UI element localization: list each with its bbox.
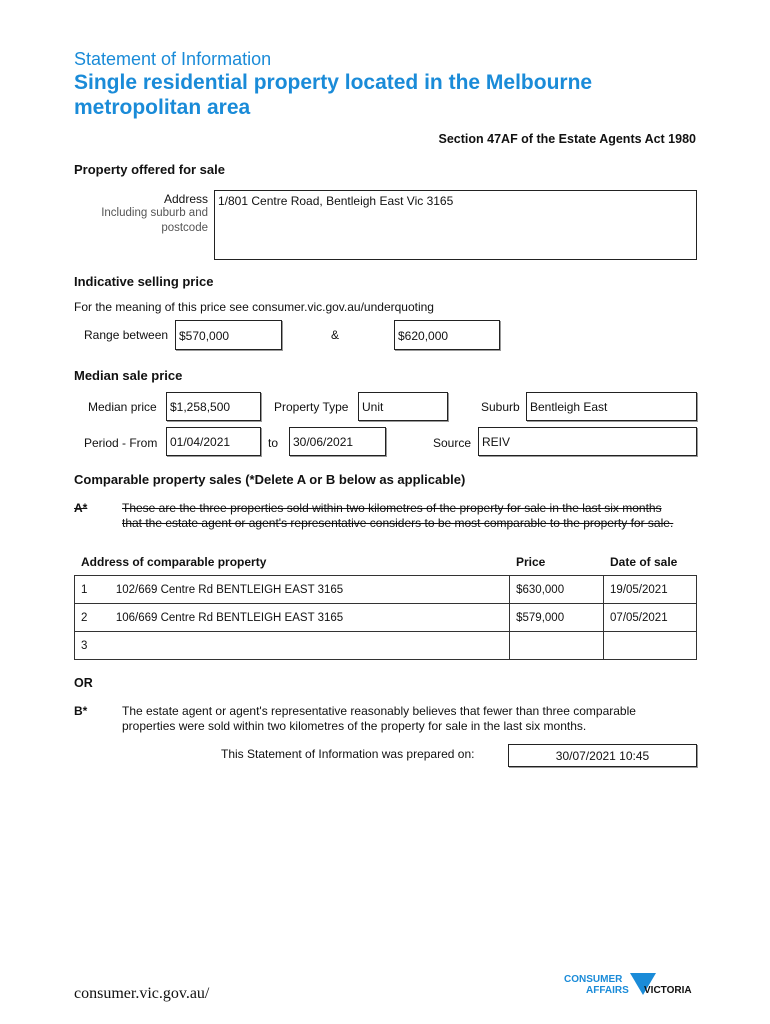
row-address: 106/669 Centre Rd BENTLEIGH EAST 3165 — [115, 611, 344, 624]
option-b-marker: B* — [74, 704, 88, 718]
property-heading: Property offered for sale — [74, 162, 225, 177]
source-label: Source — [433, 436, 472, 450]
row-date[interactable]: 07/05/2021 — [604, 604, 697, 632]
table-row — [75, 632, 697, 660]
address-hint: Including suburb and postcode — [101, 207, 208, 234]
address-label: Address — [163, 192, 208, 206]
property-type-label: Property Type — [274, 400, 349, 414]
or-separator: OR — [74, 676, 93, 690]
suburb-label: Suburb — [481, 400, 520, 414]
table-row — [75, 576, 697, 604]
price-high-field[interactable]: $620,000 — [394, 320, 500, 350]
document-subtitle: Statement of Information — [74, 49, 272, 69]
row-date[interactable]: 19/05/2021 — [604, 576, 697, 604]
row-number: 1 — [81, 583, 88, 596]
footer-url[interactable]: consumer.vic.gov.au/ — [74, 985, 210, 1002]
table-row — [75, 604, 697, 632]
range-label: Range between — [84, 328, 169, 342]
row-number: 3 — [81, 639, 88, 652]
price-low-field[interactable]: $570,000 — [175, 320, 282, 350]
row-price[interactable]: $630,000 — [510, 576, 604, 604]
logo-graphic — [564, 971, 704, 1001]
option-b-text: The estate agent or agent's representative reasonably believes that fewer than three comparable properties were sold within two kilometres of the property for sale in the last six months. — [122, 704, 636, 733]
col-address-header: Address of comparable property — [81, 555, 267, 569]
median-heading: Median sale price — [74, 368, 183, 383]
address-field[interactable]: 1/801 Centre Road, Bentleigh East Vic 3165 — [214, 190, 697, 260]
option-a-marker: A* — [74, 501, 88, 515]
col-price-header: Price — [516, 555, 546, 569]
property-type-field[interactable]: Unit — [358, 392, 448, 421]
row-number: 2 — [81, 611, 88, 624]
source-field[interactable]: REIV — [478, 427, 697, 456]
act-section: Section 47AF of the Estate Agents Act 1980 — [438, 132, 696, 146]
row-date[interactable] — [604, 632, 697, 660]
logo-line-2: AFFAIRS — [586, 985, 629, 996]
range-amp: & — [331, 328, 340, 342]
row-address-cell[interactable] — [75, 604, 510, 632]
row-address-cell[interactable] — [75, 576, 510, 604]
period-from-label: Period - From — [84, 436, 158, 450]
consumer-affairs-victoria-logo — [564, 971, 704, 1001]
period-from-field[interactable]: 01/04/2021 — [166, 427, 261, 456]
underquoting-note: For the meaning of this price see consumer.vic.gov.au/underquoting — [74, 300, 434, 314]
comparable-heading: Comparable property sales (*Delete A or B below as applicable) — [74, 472, 466, 487]
period-to-field[interactable]: 30/06/2021 — [289, 427, 386, 456]
document-title: Single residential property located in the Melbourne metropolitan area — [74, 71, 593, 119]
suburb-field[interactable]: Bentleigh East — [526, 392, 697, 421]
median-price-field[interactable]: $1,258,500 — [166, 392, 261, 421]
row-price[interactable]: $579,000 — [510, 604, 604, 632]
option-a-text: These are the three properties sold within two kilometres of the property for sale in the last six months that the estate agent or agent's representative considers to be most comparable to the property for sale. — [122, 501, 674, 530]
logo-line-3: VICTORIA — [644, 985, 692, 996]
row-address-cell[interactable] — [75, 632, 510, 660]
median-price-label: Median price — [88, 400, 157, 414]
col-date-header: Date of sale — [610, 555, 678, 569]
prepared-date-field[interactable]: 30/07/2021 10:45 — [508, 744, 697, 767]
indicative-heading: Indicative selling price — [74, 274, 214, 289]
logo-line-1: CONSUMER — [564, 974, 623, 985]
period-to-label: to — [268, 436, 279, 450]
row-price[interactable] — [510, 632, 604, 660]
comparable-table — [74, 575, 697, 660]
prepared-label: This Statement of Information was prepared on: — [221, 747, 475, 761]
row-address: 102/669 Centre Rd BENTLEIGH EAST 3165 — [115, 583, 344, 596]
